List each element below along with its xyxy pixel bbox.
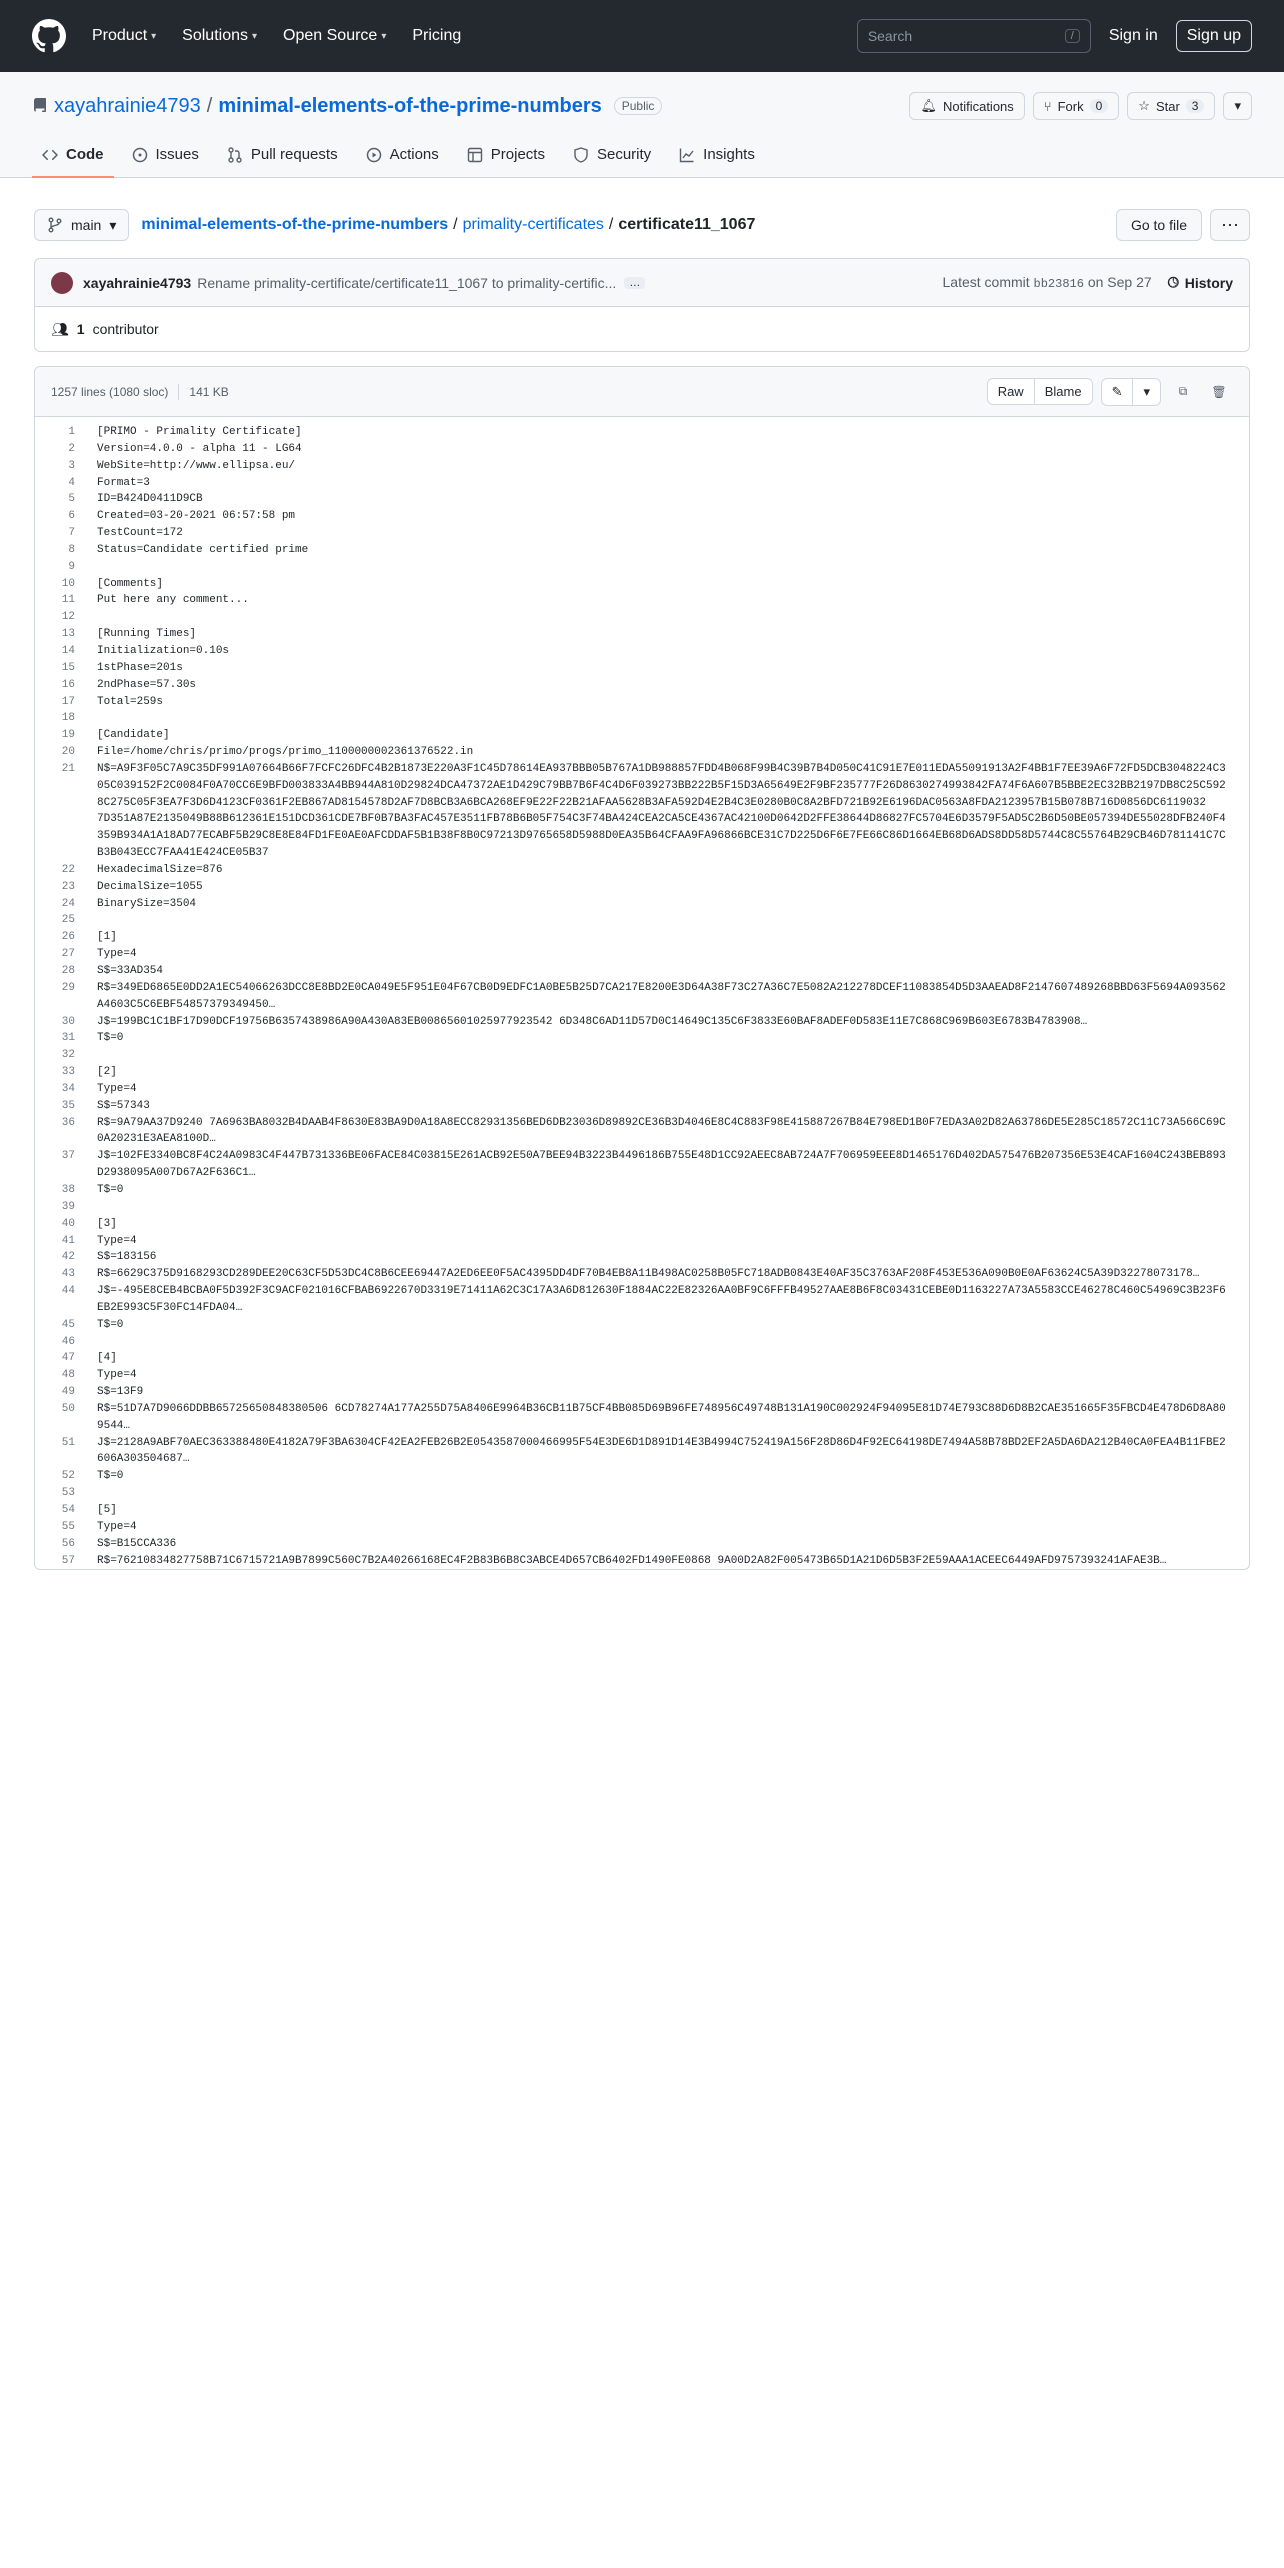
code-line bbox=[35, 441, 1249, 458]
tab-insights[interactable]: Insights bbox=[669, 136, 765, 177]
nav-pricing[interactable]: Pricing bbox=[412, 27, 462, 44]
line-number[interactable]: 14 bbox=[61, 644, 75, 657]
line-content bbox=[97, 1047, 1227, 1064]
line-number[interactable]: 50 bbox=[61, 1402, 75, 1415]
file-size: 141 KB bbox=[189, 384, 229, 399]
code-line bbox=[35, 1115, 1249, 1149]
history-button[interactable]: 🕓︎ History bbox=[1167, 274, 1233, 291]
line-number[interactable]: 36 bbox=[61, 1116, 75, 1129]
repo-tabs bbox=[32, 136, 1252, 177]
line-content: R$=51D7A7D9066DDBB65725650848380506 6CD78274A177A255D75A8406E9964B36CB11B75CF4BB085D69B96FE748956C49748B131A190C002924F94095E81D74E793C88D6D8B2CAE351665F35FBCD4E478D6D8A809544… bbox=[97, 1402, 1226, 1432]
line-number[interactable]: 3 bbox=[68, 459, 75, 472]
chevron-down-icon: ▾ bbox=[252, 30, 258, 42]
line-content: [PRIMO - Primality Certificate] bbox=[97, 426, 302, 438]
go-to-file-button[interactable]: Go to file bbox=[1116, 209, 1202, 241]
code-line bbox=[35, 559, 1249, 576]
line-number[interactable]: 51 bbox=[61, 1436, 75, 1449]
edit-group bbox=[1101, 378, 1161, 406]
line-number[interactable]: 2 bbox=[68, 442, 75, 455]
line-content: [Candidate] bbox=[97, 729, 170, 742]
code-line bbox=[35, 592, 1249, 609]
line-content: J$=-495E8CEB4BCBA0F5D392F3C9ACF021016CFBAB6922670D3319E71411A62C3C17A3A6D812630F1884AC22E82326AA0BF9C6FFFB49527AAE8B6F8C03431CEBE0D1163227A73A5583CCE46278C460C54969C3B23F6EB2E993C5F30FC14FDA04… bbox=[97, 1285, 1226, 1314]
line-number[interactable]: 32 bbox=[61, 1049, 75, 1062]
line-number[interactable]: 27 bbox=[61, 948, 75, 961]
code-line bbox=[35, 508, 1249, 525]
line-content: [3] bbox=[97, 1217, 117, 1230]
repo-header bbox=[0, 72, 1284, 178]
line-content: [1] bbox=[97, 931, 117, 944]
file-viewer bbox=[34, 366, 1250, 1570]
code-line bbox=[35, 475, 1249, 492]
line-content: R$=6629C375D9168293CD289DEE20C63CF5D53DC4C8B6CEE69447A2ED6EE0F5AC4395DD4DF70B4EB8A11B498AC0258B05FC718ADB0843E40AF35C3763AF208F453E536A090B0E0AF63624C5A39D32278073178… bbox=[97, 1268, 1200, 1281]
line-number[interactable]: 22 bbox=[61, 863, 75, 876]
code-line bbox=[35, 1064, 1249, 1081]
code-line bbox=[35, 1266, 1249, 1283]
line-content: R$=9A79AA37D9240 7A6963BA8032B4DAAB4F8630E83BA9D0A18A8ECC82931356BED6DB23036D89892CE36B3D4046E8C4C883F98E415887267B84E798ED1B0F7EDA3A02D82A63786DE5E285C18572C11C73A566C69C0A20231E3AEA8100D… bbox=[97, 1116, 1226, 1146]
line-content bbox=[97, 710, 1227, 727]
code-line bbox=[35, 1384, 1249, 1401]
line-number[interactable]: 34 bbox=[61, 1082, 75, 1095]
table-icon bbox=[467, 147, 483, 163]
line-number[interactable]: 54 bbox=[61, 1504, 75, 1516]
code-line bbox=[35, 963, 1249, 980]
line-number[interactable]: 47 bbox=[61, 1352, 75, 1365]
github-logo-icon[interactable] bbox=[32, 19, 66, 53]
code-line bbox=[35, 1148, 1249, 1182]
blame-button[interactable]: Blame bbox=[1044, 384, 1082, 399]
line-number[interactable]: 17 bbox=[61, 695, 75, 708]
chevron-down-icon: ▾ bbox=[381, 30, 387, 42]
tab-issues[interactable]: Issues bbox=[122, 136, 209, 177]
line-number[interactable]: 55 bbox=[61, 1520, 75, 1533]
code-line bbox=[35, 1502, 1249, 1519]
line-number[interactable]: 21 bbox=[61, 762, 75, 775]
line-content: [5] bbox=[97, 1504, 117, 1516]
line-number[interactable]: 44 bbox=[61, 1285, 75, 1298]
line-number[interactable]: 43 bbox=[61, 1268, 75, 1281]
line-number[interactable]: 53 bbox=[61, 1487, 75, 1500]
line-content: Created=03-20-2021 06:57:58 pm bbox=[97, 510, 296, 523]
line-number[interactable]: 1 bbox=[68, 426, 75, 438]
breadcrumb-repo[interactable]: minimal-elements-of-the-prime-numbers bbox=[141, 216, 449, 233]
code-line bbox=[35, 1182, 1249, 1199]
code-line bbox=[35, 542, 1249, 559]
line-content: T$=0 bbox=[97, 1183, 124, 1196]
line-number[interactable]: 56 bbox=[61, 1537, 75, 1550]
line-number[interactable]: 25 bbox=[61, 914, 75, 927]
code-line bbox=[35, 929, 1249, 946]
line-number[interactable]: 19 bbox=[61, 729, 75, 742]
line-number[interactable]: 13 bbox=[61, 628, 75, 641]
line-number[interactable]: 48 bbox=[61, 1369, 75, 1382]
line-content: S$=33AD354 bbox=[97, 965, 164, 977]
line-content: Status=Candidate certified prime bbox=[97, 543, 309, 556]
expand-message-button[interactable]: … bbox=[624, 277, 645, 289]
raw-blame-group bbox=[987, 378, 1093, 405]
line-content: 2ndPhase=57.30s bbox=[97, 678, 197, 691]
line-content: R$=349ED6865E0DD2A1EC54066263DCC8E8BD2E0CA049E5F951E04F67CB0D9EDFC1A0BE5B25D7CA217E8200E3D64A38F73C27A36C7E5082A212278DCEF11083854D5D3AAEAD8F2147607489268BBD63F5694A093562A4603C5C6EBF54857379349450… bbox=[97, 981, 1226, 1011]
path-separator: / bbox=[608, 216, 614, 233]
code-line bbox=[35, 694, 1249, 711]
code-icon bbox=[42, 147, 58, 163]
code-line bbox=[35, 1536, 1249, 1553]
raw-button[interactable]: Raw bbox=[988, 379, 1035, 404]
code-line bbox=[35, 879, 1249, 896]
line-content: 1stPhase=201s bbox=[97, 661, 183, 674]
graph-icon bbox=[679, 147, 695, 163]
line-content: WebSite=http://www.ellipsa.eu/ bbox=[97, 459, 296, 472]
code-line bbox=[35, 912, 1249, 929]
line-content: T$=0 bbox=[97, 1470, 124, 1483]
code-line bbox=[35, 1468, 1249, 1485]
line-content bbox=[97, 1334, 1227, 1351]
code-line bbox=[35, 1334, 1249, 1351]
visibility-badge: Public bbox=[614, 97, 663, 115]
trash-icon[interactable]: 🗑︎ bbox=[1211, 384, 1227, 399]
divider bbox=[178, 384, 179, 400]
code-line bbox=[35, 458, 1249, 475]
global-header bbox=[0, 0, 1284, 72]
code-line bbox=[35, 1014, 1249, 1031]
header-actions bbox=[857, 19, 1252, 53]
line-number[interactable]: 31 bbox=[61, 1032, 75, 1045]
code-line bbox=[35, 1199, 1249, 1216]
line-number[interactable]: 52 bbox=[61, 1470, 75, 1483]
line-content: TestCount=172 bbox=[97, 527, 183, 540]
avatar[interactable] bbox=[51, 272, 73, 294]
line-number[interactable]: 7 bbox=[68, 527, 75, 540]
line-content: J$=102FE3340BC8F4C24A0983C4F447B731336BE06FACE84C03815E261ACB92E50A7BEE94B3223B4496186B755E48D1CC92AEEC8AB724A7F706959EEE8D1465176D402DA575476B207356E53E4CAF1604C243BEB893D2938095A007D67A2F636C1… bbox=[97, 1150, 1226, 1180]
line-number[interactable]: 37 bbox=[61, 1150, 75, 1163]
line-content: T$=0 bbox=[97, 1318, 124, 1331]
star-count: 3 bbox=[1186, 99, 1205, 113]
line-number[interactable]: 26 bbox=[61, 931, 75, 944]
nav-solutions[interactable]: Solutions ▾ bbox=[182, 27, 258, 44]
line-number[interactable]: 4 bbox=[68, 476, 75, 489]
line-content: [Running Times] bbox=[97, 628, 197, 641]
code-line bbox=[35, 491, 1249, 508]
code-line bbox=[35, 1249, 1249, 1266]
line-number[interactable]: 33 bbox=[61, 1066, 75, 1079]
line-content: R$=76210834827758B71C6715721A9B7899C560C7B2A40266168EC4F2B83B6B8C3ABCE4D657CB6402FD1490FE0868 9A00D2A82F005473B65D1A21D6D5B3F2E59AAA1ACEEC6449AFD9757393241AFAE3B… bbox=[97, 1554, 1167, 1567]
line-number[interactable]: 15 bbox=[61, 661, 75, 674]
code-line bbox=[35, 1553, 1249, 1570]
line-number[interactable]: 45 bbox=[61, 1318, 75, 1331]
latest-commit-info: Latest commit bb23816 on Sep 27 bbox=[942, 274, 1152, 291]
line-content bbox=[97, 912, 1227, 929]
code-line bbox=[35, 1216, 1249, 1233]
path-separator: / bbox=[453, 216, 458, 233]
line-content: S$=13F9 bbox=[97, 1386, 144, 1399]
code-line bbox=[35, 1047, 1249, 1064]
branch-icon bbox=[47, 217, 63, 233]
line-content: Total=259s bbox=[97, 695, 164, 708]
file-actions bbox=[987, 378, 1233, 406]
line-content: Type=4 bbox=[97, 1520, 137, 1533]
code-line bbox=[35, 525, 1249, 542]
line-number[interactable] bbox=[35, 811, 75, 862]
code-line bbox=[35, 1435, 1249, 1469]
line-number[interactable]: 10 bbox=[61, 577, 75, 590]
chevron-down-icon: ▾ bbox=[1234, 98, 1241, 113]
line-content: S$=183156 bbox=[97, 1251, 157, 1264]
play-icon bbox=[366, 147, 382, 163]
line-number[interactable]: 8 bbox=[68, 543, 75, 556]
repo-owner-link[interactable]: xayahrainie4793 bbox=[54, 94, 201, 117]
line-content bbox=[97, 609, 1227, 626]
breadcrumb bbox=[141, 216, 755, 234]
branch-selector[interactable]: main ▾ bbox=[34, 209, 129, 241]
chevron-down-icon: ▾ bbox=[109, 216, 117, 233]
line-content: J$=2128A9ABF70AEC363388480E4182A79F3BA6304CF42EA2FEB26B2E0543587000466995F54E3DE6D1D891D14E3B4994C752419A156F28D86D4F92EC64198DE7494A58B78BD2EF2A5DA6DA212B40CA0FEA4B11FBE2606A303504687… bbox=[97, 1436, 1226, 1466]
bell-icon: 🔔︎ bbox=[920, 98, 937, 113]
line-content: HexadecimalSize=876 bbox=[97, 863, 223, 876]
line-content: Version=4.0.0 - alpha 11 - LG64 bbox=[97, 442, 302, 455]
tab-security[interactable]: Security bbox=[563, 136, 661, 177]
line-number[interactable]: 11 bbox=[61, 594, 75, 607]
commit-sha[interactable]: bb23816 bbox=[1033, 277, 1084, 291]
code-line bbox=[35, 1030, 1249, 1047]
tab-actions[interactable]: Actions bbox=[356, 136, 449, 177]
code-line bbox=[35, 1098, 1249, 1115]
code-line bbox=[35, 609, 1249, 626]
code-line bbox=[35, 1350, 1249, 1367]
breadcrumb-file: certificate11_1067 bbox=[618, 216, 756, 233]
top-nav bbox=[92, 27, 461, 45]
line-number[interactable]: 42 bbox=[61, 1251, 75, 1264]
line-content: Put here any comment... bbox=[97, 594, 249, 607]
contributor-label: contributor bbox=[92, 321, 159, 337]
line-number[interactable]: 30 bbox=[61, 1015, 75, 1028]
line-content: Type=4 bbox=[97, 1234, 137, 1247]
line-content: J$=199BC1C1BF17D90DCF19756B6357438986A90A430A83EB00865601025977923542 6D348C6AD11D57D0C14649C135C6F3833E60BAF8ADEF0D583E11E7C868C969B603E6783B4783908… bbox=[97, 1015, 1088, 1028]
line-number[interactable]: 9 bbox=[68, 560, 75, 573]
code-line bbox=[35, 811, 1249, 862]
line-content: T$=0 bbox=[97, 1032, 124, 1045]
line-number[interactable]: 39 bbox=[61, 1200, 75, 1213]
line-number[interactable]: 23 bbox=[61, 880, 75, 893]
line-content: 7D351A87E2135049B88B612361E151DCD361CDE7BF0B7BA3FAC457E3511FB78B6B05F754C3F74BA424CEA2CA5CE4367AC42100D0642D2FFE38644D86827FC5704E6D3579F5AD5C2B6D50BE057394DE55028DFB240F4359B934A1A18AD77ECABF5B29C8E8E84FD1FE0AE0AFCDDAF5B1B38F8B0C97213D9765658D5988D0EA35B64CFAA9FA96866BCE31C7D225D6F6E7FE66C86D1664EB68D6ADS8DD58D5744C8C55764B29CB46D781141C7CB3B043ECC7FAA41E424CE05B37 bbox=[97, 813, 1226, 860]
line-content: ID=B424D0411D9CB bbox=[97, 493, 203, 506]
code-line bbox=[35, 626, 1249, 643]
line-number[interactable]: 24 bbox=[61, 897, 75, 910]
pencil-icon[interactable]: ✎ bbox=[1102, 379, 1134, 405]
repo-title bbox=[32, 90, 1252, 122]
code-line bbox=[35, 727, 1249, 744]
issue-icon bbox=[132, 147, 148, 163]
contributor-count: 1 bbox=[76, 321, 85, 337]
code-line bbox=[35, 761, 1249, 812]
sign-up-button[interactable]: Sign up bbox=[1176, 20, 1252, 52]
people-icon: 👥︎ bbox=[51, 320, 69, 337]
code-line bbox=[35, 1317, 1249, 1334]
code-line bbox=[35, 1233, 1249, 1250]
line-number[interactable]: 6 bbox=[68, 510, 75, 523]
star-icon: ☆ bbox=[1138, 98, 1150, 113]
chevron-down-icon: ▾ bbox=[151, 30, 157, 42]
nav-open-source[interactable]: Open Source ▾ bbox=[283, 27, 387, 44]
line-content: Type=4 bbox=[97, 1082, 137, 1095]
code-line bbox=[35, 980, 1249, 1014]
tab-pull-requests[interactable]: Pull requests bbox=[217, 136, 348, 177]
copy-icon[interactable]: ⧉ bbox=[1178, 384, 1188, 398]
search-shortcut: / bbox=[1065, 29, 1080, 43]
tab-projects[interactable]: Projects bbox=[457, 136, 555, 177]
line-number[interactable]: 38 bbox=[61, 1183, 75, 1196]
code-line bbox=[35, 744, 1249, 761]
clock-icon: 🕓︎ bbox=[1167, 274, 1179, 290]
line-number[interactable]: 28 bbox=[61, 965, 75, 977]
line-content: S$=B15CCA336 bbox=[97, 1537, 177, 1550]
line-content: File=/home/chris/primo/progs/primo_1100000002361376522.in bbox=[97, 746, 474, 759]
commit-box bbox=[34, 258, 1250, 352]
line-content: [Comments] bbox=[97, 577, 164, 590]
commit-author[interactable]: xayahrainie4793 bbox=[83, 274, 192, 291]
fork-button[interactable]: ⑂ Fork 0 bbox=[1033, 92, 1120, 120]
code-line bbox=[35, 677, 1249, 694]
line-content: DecimalSize=1055 bbox=[97, 880, 203, 893]
code-line bbox=[35, 576, 1249, 593]
code-line bbox=[35, 643, 1249, 660]
star-dropdown-button[interactable] bbox=[1223, 92, 1252, 120]
breadcrumb-folder[interactable]: primality-certificates bbox=[462, 216, 604, 233]
line-content: Type=4 bbox=[97, 1369, 137, 1382]
commit-message[interactable]: Rename primality-certificate/certificate11_1067 to primality-certific... bbox=[197, 274, 617, 291]
code-line bbox=[35, 862, 1249, 879]
line-content bbox=[97, 1199, 1227, 1216]
repo-actions bbox=[909, 92, 1252, 120]
line-number[interactable]: 16 bbox=[61, 678, 75, 691]
line-number[interactable]: 35 bbox=[61, 1099, 75, 1112]
line-number[interactable]: 41 bbox=[61, 1234, 75, 1247]
repo-name-link[interactable]: minimal-elements-of-the-prime-numbers bbox=[218, 94, 602, 117]
line-content: N$=A9F3F05C7A9C35DF991A07664B66F7FCFC26DFC4B2B1873E220A3F1C45D78614EA937BBB05B767A1DB988857FDD4B068F99B4C39B7B4D050C41C91E7E011EDA55091913A2F4BB1F7EE39A6F72FD5DCB3048224C305C039152F2C0084F0A70CC6E9BFD003833A4BB944A810D29824DCA47372AE1D429C79BB7B6F4C4D6F039273BB222B5F15D3A65649E2F9BF235777F26D8630274993842FA74F6A607B5BBE2EC32BB2197DB8C25C5928C275C05F3EA7F3D6D4123CF0361F2EB867AD8154578D2AF7D8BCB3A6BCA268EF9E22F22B21AFAA5628B3AFA592D4E2B4C3E0280B0C8A2BFD721B92E6196DAC0563A8FDA2123957B15B078B716D0856DC6119032 bbox=[97, 762, 1226, 809]
line-number[interactable]: 46 bbox=[61, 1335, 75, 1348]
line-number[interactable]: 12 bbox=[61, 611, 75, 624]
file-header bbox=[35, 367, 1249, 417]
path-separator: / bbox=[206, 94, 213, 117]
pull-request-icon bbox=[227, 147, 243, 163]
line-content: Format=3 bbox=[97, 476, 150, 489]
file-navigation bbox=[34, 208, 1250, 242]
latest-commit-row bbox=[35, 259, 1249, 307]
code-line bbox=[35, 424, 1249, 441]
code-line bbox=[35, 1401, 1249, 1435]
line-content: [4] bbox=[97, 1352, 117, 1365]
line-content bbox=[97, 559, 1227, 576]
code-line bbox=[35, 1519, 1249, 1536]
fork-count: 0 bbox=[1090, 99, 1109, 113]
line-content: S$=57343 bbox=[97, 1099, 150, 1112]
code-line bbox=[35, 1081, 1249, 1098]
contributors-row[interactable] bbox=[35, 307, 1249, 351]
line-number[interactable]: 29 bbox=[61, 981, 75, 994]
line-number[interactable]: 49 bbox=[61, 1386, 75, 1399]
search-input[interactable]: Search / bbox=[857, 19, 1091, 53]
line-content: Type=4 bbox=[97, 948, 137, 961]
tab-code[interactable]: Code bbox=[32, 136, 114, 177]
code-line bbox=[35, 896, 1249, 913]
star-button[interactable]: ☆ Star 3 bbox=[1127, 92, 1215, 120]
line-number[interactable]: 40 bbox=[61, 1217, 75, 1230]
fork-icon: ⑂ bbox=[1043, 98, 1052, 114]
code-line bbox=[35, 710, 1249, 727]
code-listing bbox=[35, 417, 1249, 1569]
line-content: [2] bbox=[97, 1066, 117, 1079]
line-number[interactable]: 18 bbox=[61, 712, 75, 725]
code-line bbox=[35, 1283, 1249, 1317]
line-content: BinarySize=3504 bbox=[97, 897, 197, 910]
nav-product[interactable]: Product ▾ bbox=[92, 27, 157, 44]
chevron-down-icon[interactable]: ▾ bbox=[1143, 383, 1150, 399]
code-line bbox=[35, 1485, 1249, 1502]
more-options-icon[interactable]: ⋯ bbox=[1210, 209, 1250, 241]
shield-icon bbox=[573, 147, 589, 163]
sign-in-link[interactable]: Sign in bbox=[1108, 27, 1158, 44]
line-content: Initialization=0.10s bbox=[97, 644, 230, 657]
main-content bbox=[0, 208, 1284, 1570]
code-line bbox=[35, 660, 1249, 677]
code-line bbox=[35, 946, 1249, 963]
repo-icon bbox=[32, 98, 48, 114]
commit-date: on Sep 27 bbox=[1087, 274, 1152, 290]
code-line bbox=[35, 1367, 1249, 1384]
line-number[interactable]: 57 bbox=[61, 1554, 75, 1567]
line-content bbox=[97, 1485, 1227, 1502]
line-number[interactable]: 5 bbox=[68, 493, 75, 506]
line-count: 1257 lines (1080 sloc) bbox=[51, 384, 169, 399]
notifications-button[interactable]: 🔔︎ Notifications bbox=[909, 92, 1024, 120]
line-number[interactable]: 20 bbox=[61, 746, 75, 759]
